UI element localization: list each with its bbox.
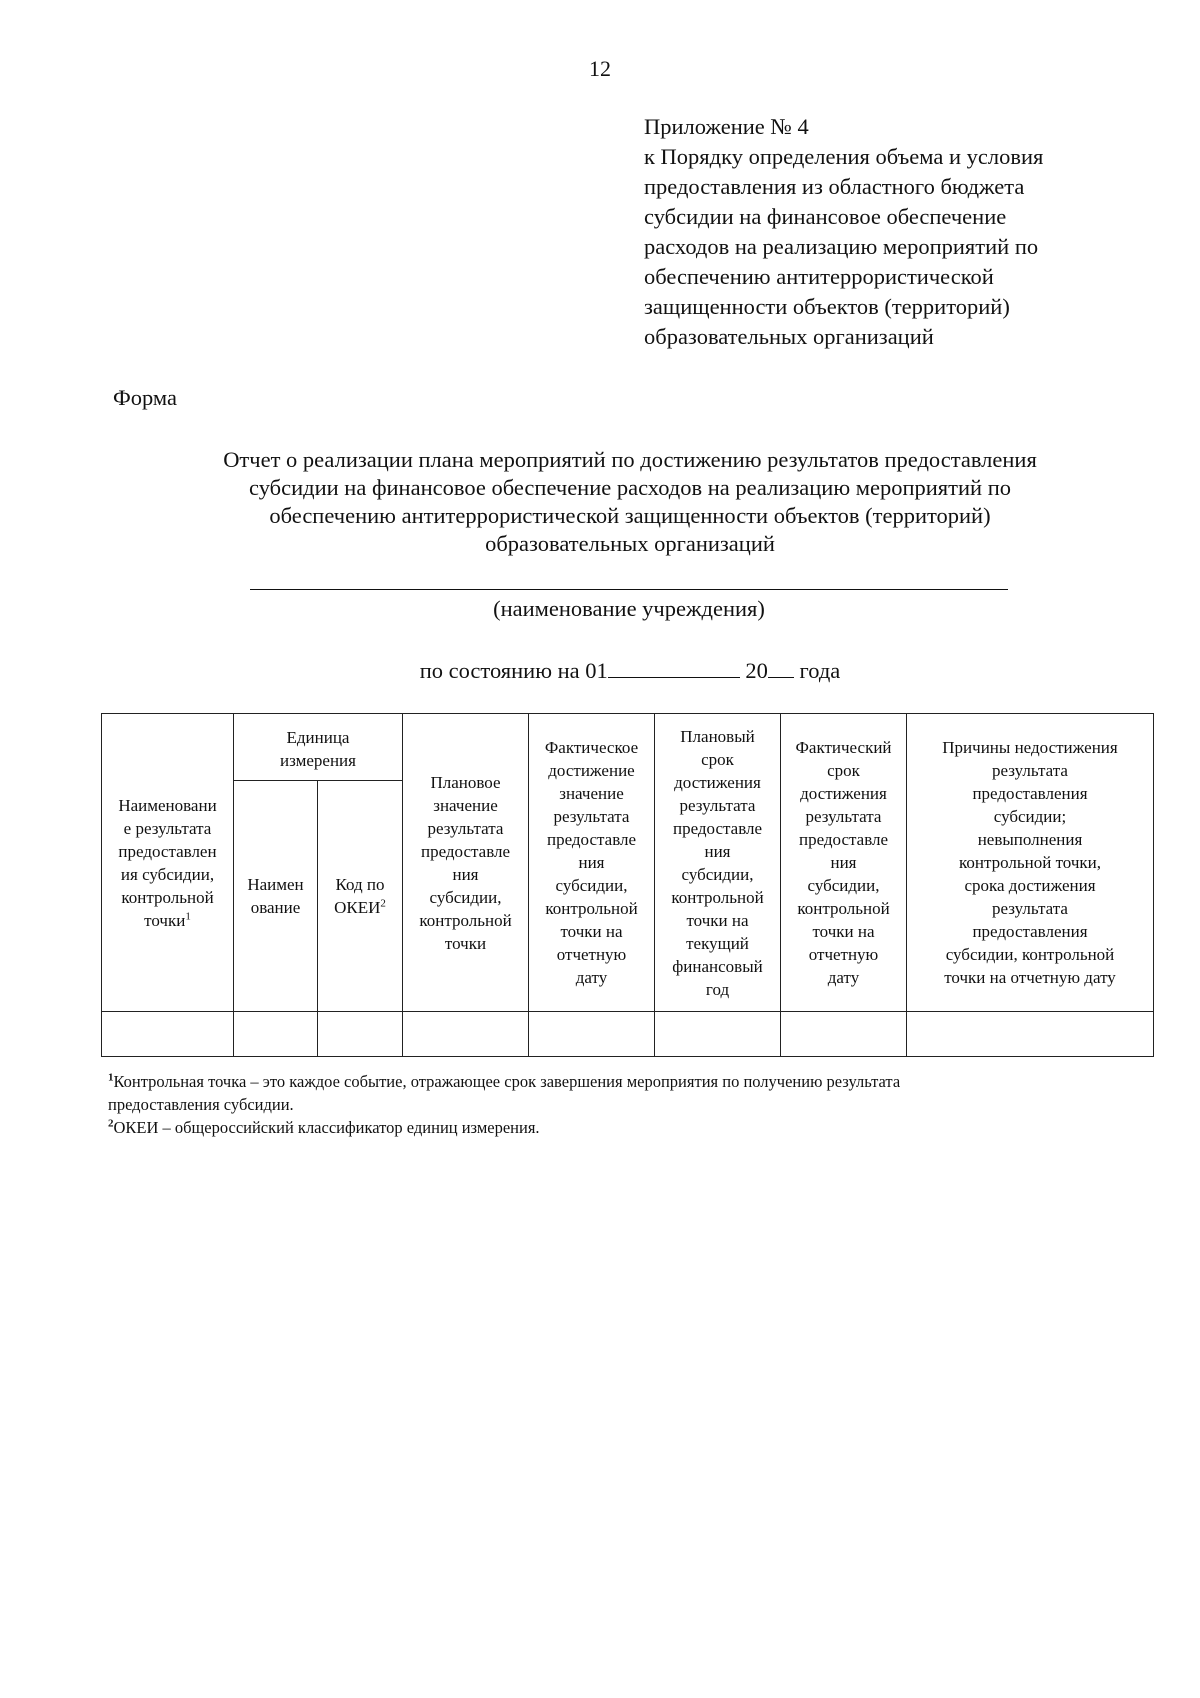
table-cell[interactable] (529, 1012, 655, 1057)
report-date-line (0, 655, 1200, 684)
header-planned-value: Плановое значение результата предоставле ния субсидии, контрольной точки (403, 714, 529, 1012)
report-table (101, 713, 1154, 1057)
table-cell[interactable] (234, 1012, 318, 1057)
appendix-header (644, 112, 1144, 352)
table-cell[interactable] (907, 1012, 1154, 1057)
date-prefix: по состоянию на 01 (419, 658, 608, 683)
table-cell[interactable] (318, 1012, 403, 1057)
header-planned-date: Плановый срок достижения результата предоставле ния субсидии, контрольной точки на текущий финансовый год (655, 714, 781, 1012)
title-line: субсидии на финансовое обеспечение расходов на реализацию мероприятий по (249, 475, 1011, 500)
institution-name-field[interactable] (250, 589, 1008, 590)
footnote-1: $^1$Контрольная точка – это каждое событие, отражающее срок завершения мероприятия по получению результата (108, 1071, 901, 1091)
date-year-field[interactable] (768, 655, 794, 678)
header-actual-date: Фактический срок достижения результата предоставле ния субсидии, контрольной точки на отчетную дату (781, 714, 907, 1012)
appendix-line: обеспечению антитеррористической (644, 264, 994, 289)
appendix-line: субсидии на финансовое обеспечение (644, 204, 1007, 229)
page-number: 12 (589, 56, 611, 81)
date-suffix: года (799, 658, 841, 683)
title-line: Отчет о реализации плана мероприятий по достижению результатов предоставления (223, 447, 1037, 472)
header-unit-group: Единица измерения (234, 714, 403, 781)
table-cell[interactable] (655, 1012, 781, 1057)
header-reasons: Причины недостижения результата предоставления субсидии; невыполнения контрольной точки, срока достижения результата предоставления субсидии, контрольной точки на отчетную дату (907, 714, 1154, 1012)
header-actual-value: Фактическое достижение значение результата предоставле ния субсидии, контрольной точки на отчетную дату (529, 714, 655, 1012)
footnote-2: $^2$ОКЕИ – общероссийский классификатор единиц измерения. (108, 1117, 540, 1137)
table-cell[interactable] (102, 1012, 234, 1057)
institution-caption: (наименование учреждения) (493, 596, 765, 621)
table-cell[interactable] (403, 1012, 529, 1057)
header-unit-name: Наимен ование (234, 781, 318, 1012)
date-month-field[interactable] (608, 655, 740, 678)
footnotes (108, 1070, 1158, 1139)
appendix-line: образовательных организаций (644, 324, 934, 349)
appendix-line: к Порядку определения объема и условия (644, 144, 1044, 169)
header-unit-code: Код по ОКЕИ$^2$ (318, 781, 403, 1012)
appendix-line: Приложение № 4 (644, 114, 809, 139)
table-row (102, 1012, 1154, 1057)
title-line: образовательных организаций (485, 531, 775, 556)
form-label: Форма (113, 385, 178, 410)
title-line: обеспечению антитеррористической защищенности объектов (территорий) (269, 503, 991, 528)
appendix-line: расходов на реализацию мероприятий по (644, 234, 1039, 259)
date-year-prefix: 20 (745, 658, 768, 683)
report-title (60, 446, 1200, 558)
table-cell[interactable] (781, 1012, 907, 1057)
footnote-1-continued: предоставления субсидии. (108, 1095, 294, 1114)
appendix-line: предоставления из областного бюджета (644, 174, 1025, 199)
header-result-name: Наименовани е результата предоставлен ия субсидии, контрольной точки$^1$ (102, 714, 234, 1012)
appendix-line: защищенности объектов (территорий) (644, 294, 1010, 319)
